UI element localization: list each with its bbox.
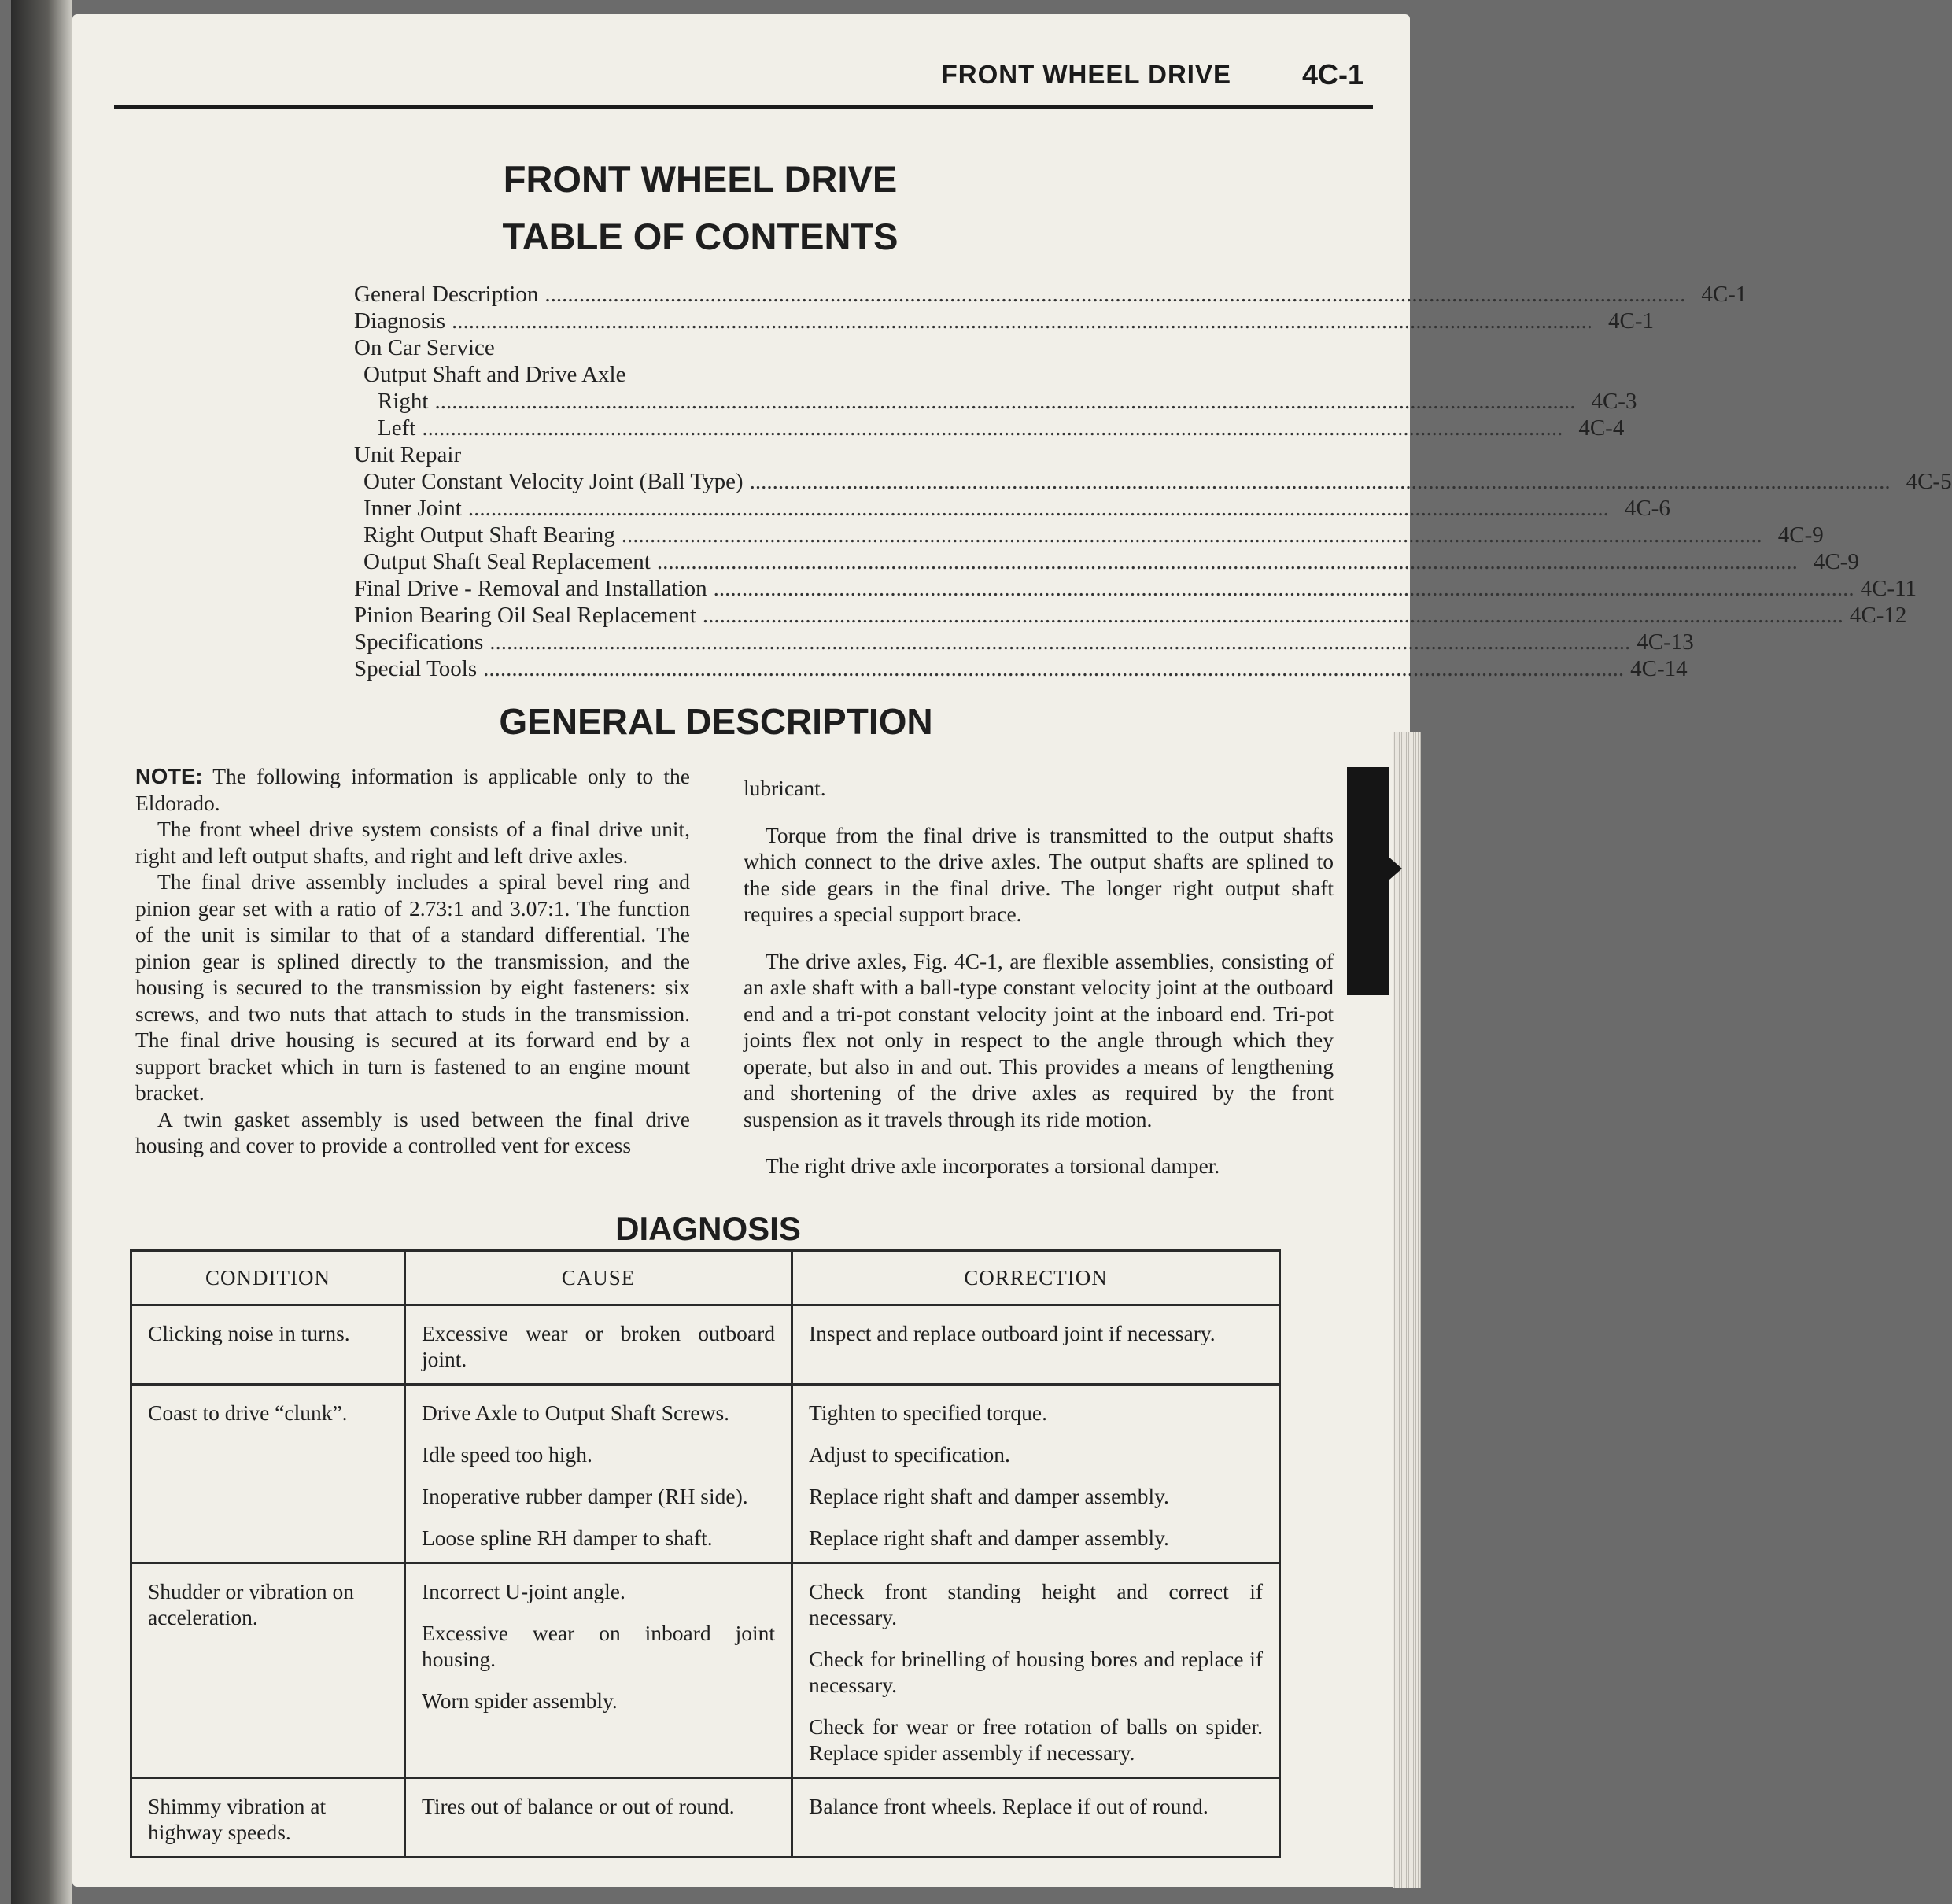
toc-page: 4C-5: [1906, 469, 1952, 494]
page-number: 4C-1: [1301, 58, 1363, 90]
toc-leader-dots: ........................................................................................................................................................................................................: [713, 576, 1854, 601]
toc-label: Output Shaft Seal Replacement: [363, 549, 651, 574]
toc-label: Right Output Shaft Bearing: [363, 522, 615, 548]
toc-label: Pinion Bearing Oil Seal Replacement: [354, 603, 696, 628]
paragraph: The front wheel drive system consists of a final drive unit, right and left output shafts, and right and left drive axles.: [135, 817, 690, 868]
toc-label: Diagnosis: [354, 308, 445, 334]
cause-item: Loose spline RH damper to shaft.: [422, 1526, 713, 1550]
paragraph: The final drive assembly includes a spiral bevel ring and pinion gear set with a ratio of 2.73:1 and 3.07:1. The function of the unit is similar to that of a standard differential. The pinion gear is splined directly to the transmission, and the housing is secured to the transmission by eight fasteners: six screws, and two nuts that attach to studs in the transmission. The final drive housing is secured at its forward end by a support bracket which in turn is fastened to an engine mount bracket.: [135, 869, 690, 1105]
toc-leader-dots: ........................................................................................................................................................................................................: [422, 415, 1563, 441]
table-header-row: [131, 1251, 1280, 1305]
toc-page: 4C-1: [1608, 308, 1654, 334]
toc-page: 4C-12: [1849, 603, 1907, 628]
diagnosis-table: [130, 1249, 1281, 1858]
cause-cell: [405, 1778, 792, 1858]
cause-item: Worn spider assembly.: [422, 1688, 618, 1713]
paragraph: The drive axles, Fig. 4C-1, are flexible assemblies, consisting of an axle shaft with a ball-type constant velocity joint at the outboard end and a tri-pot constant velocity joint at the inboard end. Tri-pot joints flex not only in respect to the angle through which they operate, but also in and out. This provides a means of lengthening and shortening of the drive axles as required by the front suspension as it travels through its ride motion.: [744, 948, 1334, 1131]
note-label: NOTE:: [135, 764, 203, 788]
toc-label: Special Tools: [354, 656, 478, 681]
page-stack-edge: [1393, 732, 1421, 1888]
cause-item: Incorrect U-joint angle.: [422, 1579, 625, 1603]
toc-entry: [354, 389, 1637, 415]
toc-label: Unit Repair: [354, 442, 462, 467]
column-header-correction: CORRECTION: [792, 1251, 1280, 1305]
cause-cell: [405, 1385, 792, 1563]
correction-item: Tighten to specified torque.: [809, 1400, 1047, 1425]
toc-page: 4C-9: [1777, 522, 1824, 548]
toc-label: Outer Constant Velocity Joint (Ball Type): [363, 469, 744, 494]
condition-cell: Coast to drive “clunk”.: [131, 1385, 405, 1563]
cause-cell: [405, 1563, 792, 1778]
cause-item: Drive Axle to Output Shaft Screws.: [422, 1400, 730, 1425]
toc-entry: [354, 308, 1654, 335]
cause-item: Excessive wear or broken outboard joint.: [422, 1321, 775, 1371]
cause-item: Excessive wear on inboard joint housing.: [422, 1621, 775, 1671]
column-header-condition: CONDITION: [131, 1251, 405, 1305]
toc-leader-dots: ........................................................................................................................................................................................................: [544, 282, 1686, 307]
note-text: The following information is applicable only to the Eldorado.: [135, 764, 690, 815]
toc-entry: [354, 656, 1688, 683]
toc-entry: [354, 603, 1907, 629]
toc-entry: [354, 576, 1917, 603]
toc-leader-dots: ........................................................................................................................................................................................................: [749, 469, 1891, 494]
running-title: FRONT WHEEL DRIVE: [941, 60, 1231, 89]
cause-item: Tires out of balance or out of round.: [422, 1794, 735, 1818]
toc-entry: [354, 442, 1070, 469]
cause-item: Idle speed too high.: [422, 1442, 592, 1467]
table-row: [131, 1563, 1280, 1778]
toc-entry: [354, 549, 1859, 576]
toc-leader-dots: ........................................................................................................................................................................................................: [621, 522, 1762, 548]
toc-leader-dots: ........................................................................................................................................................................................................: [452, 308, 1592, 334]
column-header-cause: CAUSE: [405, 1251, 792, 1305]
table-of-contents: [354, 282, 1952, 683]
toc-heading: TABLE OF CONTENTS: [502, 216, 899, 257]
correction-item: Check for wear or free rotation of balls on spider. Replace spider assembly if necessary.: [809, 1714, 1263, 1765]
toc-entry: [354, 469, 1952, 496]
page-title: FRONT WHEEL DRIVE: [503, 158, 898, 200]
correction-item: Replace right shaft and damper assembly.: [809, 1484, 1169, 1508]
correction-cell: [792, 1563, 1280, 1778]
toc-page: 4C-1: [1701, 282, 1747, 307]
toc-label: General Description: [354, 282, 539, 307]
toc-entry: [354, 282, 1747, 308]
condition-cell: Shimmy vibration at highway speeds.: [131, 1778, 405, 1858]
toc-leader-dots: ........................................................................................................................................................................................................: [467, 496, 1609, 521]
table-row: [131, 1778, 1280, 1858]
toc-label: Final Drive - Removal and Installation: [354, 576, 707, 601]
toc-entry: [354, 629, 1694, 656]
table-row: [131, 1305, 1280, 1385]
toc-leader-dots: ........................................................................................................................................................................................................: [483, 656, 1625, 681]
correction-item: Adjust to specification.: [809, 1442, 1010, 1467]
correction-item: Balance front wheels. Replace if out of round.: [809, 1794, 1208, 1818]
cause-cell: [405, 1305, 792, 1385]
paragraph: The right drive axle incorporates a torsional damper.: [766, 1153, 1220, 1178]
toc-page: 4C-6: [1624, 496, 1670, 521]
correction-item: Check front standing height and correct if necessary.: [809, 1579, 1263, 1629]
toc-label: On Car Service: [354, 335, 495, 360]
cause-item: Inoperative rubber damper (RH side).: [422, 1484, 748, 1508]
toc-leader-dots: ........................................................................................................................................................................................................: [702, 603, 1843, 628]
toc-entry: [354, 362, 1070, 389]
toc-label: Output Shaft and Drive Axle: [363, 362, 626, 387]
toc-page: 4C-14: [1630, 656, 1688, 681]
correction-item: Check for brinelling of housing bores and replace if necessary.: [809, 1647, 1263, 1697]
toc-label: Inner Joint: [363, 496, 462, 521]
book-spine: [11, 0, 72, 1904]
correction-cell: [792, 1778, 1280, 1858]
correction-cell: [792, 1305, 1280, 1385]
condition-cell: Shudder or vibration on acceleration.: [131, 1563, 405, 1778]
toc-entry: [354, 415, 1625, 442]
toc-entry: [354, 496, 1670, 522]
toc-leader-dots: ........................................................................................................................................................................................................: [656, 549, 1798, 574]
note-paragraph: [135, 763, 690, 816]
toc-label: Left: [378, 415, 416, 441]
table-row: [131, 1385, 1280, 1563]
toc-page: 4C-11: [1860, 576, 1917, 601]
correction-cell: [792, 1385, 1280, 1563]
correction-item: Inspect and replace outboard joint if necessary.: [809, 1321, 1216, 1345]
right-column: [744, 775, 1334, 1179]
toc-leader-dots: ........................................................................................................................................................................................................: [434, 389, 1576, 414]
toc-entry: [354, 335, 1070, 362]
toc-label: Right: [378, 389, 429, 414]
toc-page: 4C-9: [1813, 549, 1859, 574]
general-description-heading: GENERAL DESCRIPTION: [499, 701, 933, 742]
toc-page: 4C-4: [1578, 415, 1625, 441]
section-thumb-tab: [1347, 767, 1389, 995]
running-header: [114, 57, 1373, 109]
paragraph: Torque from the final drive is transmitted to the output shafts which connect to the drive axles. The output shafts are splined to the side gears in the final drive. The longer right output shaft requires a special support brace.: [744, 822, 1334, 926]
condition-cell: Clicking noise in turns.: [131, 1305, 405, 1385]
toc-label: Specifications: [354, 629, 484, 655]
paragraph: A twin gasket assembly is used between the final drive housing and cover to provide a controlled vent for excess: [135, 1106, 690, 1157]
left-column: [135, 763, 690, 1159]
paragraph: lubricant.: [744, 776, 826, 800]
toc-page: 4C-13: [1637, 629, 1694, 655]
diagnosis-heading: DIAGNOSIS: [615, 1210, 801, 1247]
toc-leader-dots: ........................................................................................................................................................................................................: [489, 629, 1631, 655]
toc-page: 4C-3: [1591, 389, 1637, 414]
toc-entry: [354, 522, 1824, 549]
correction-item: Replace right shaft and damper assembly.: [809, 1526, 1169, 1550]
